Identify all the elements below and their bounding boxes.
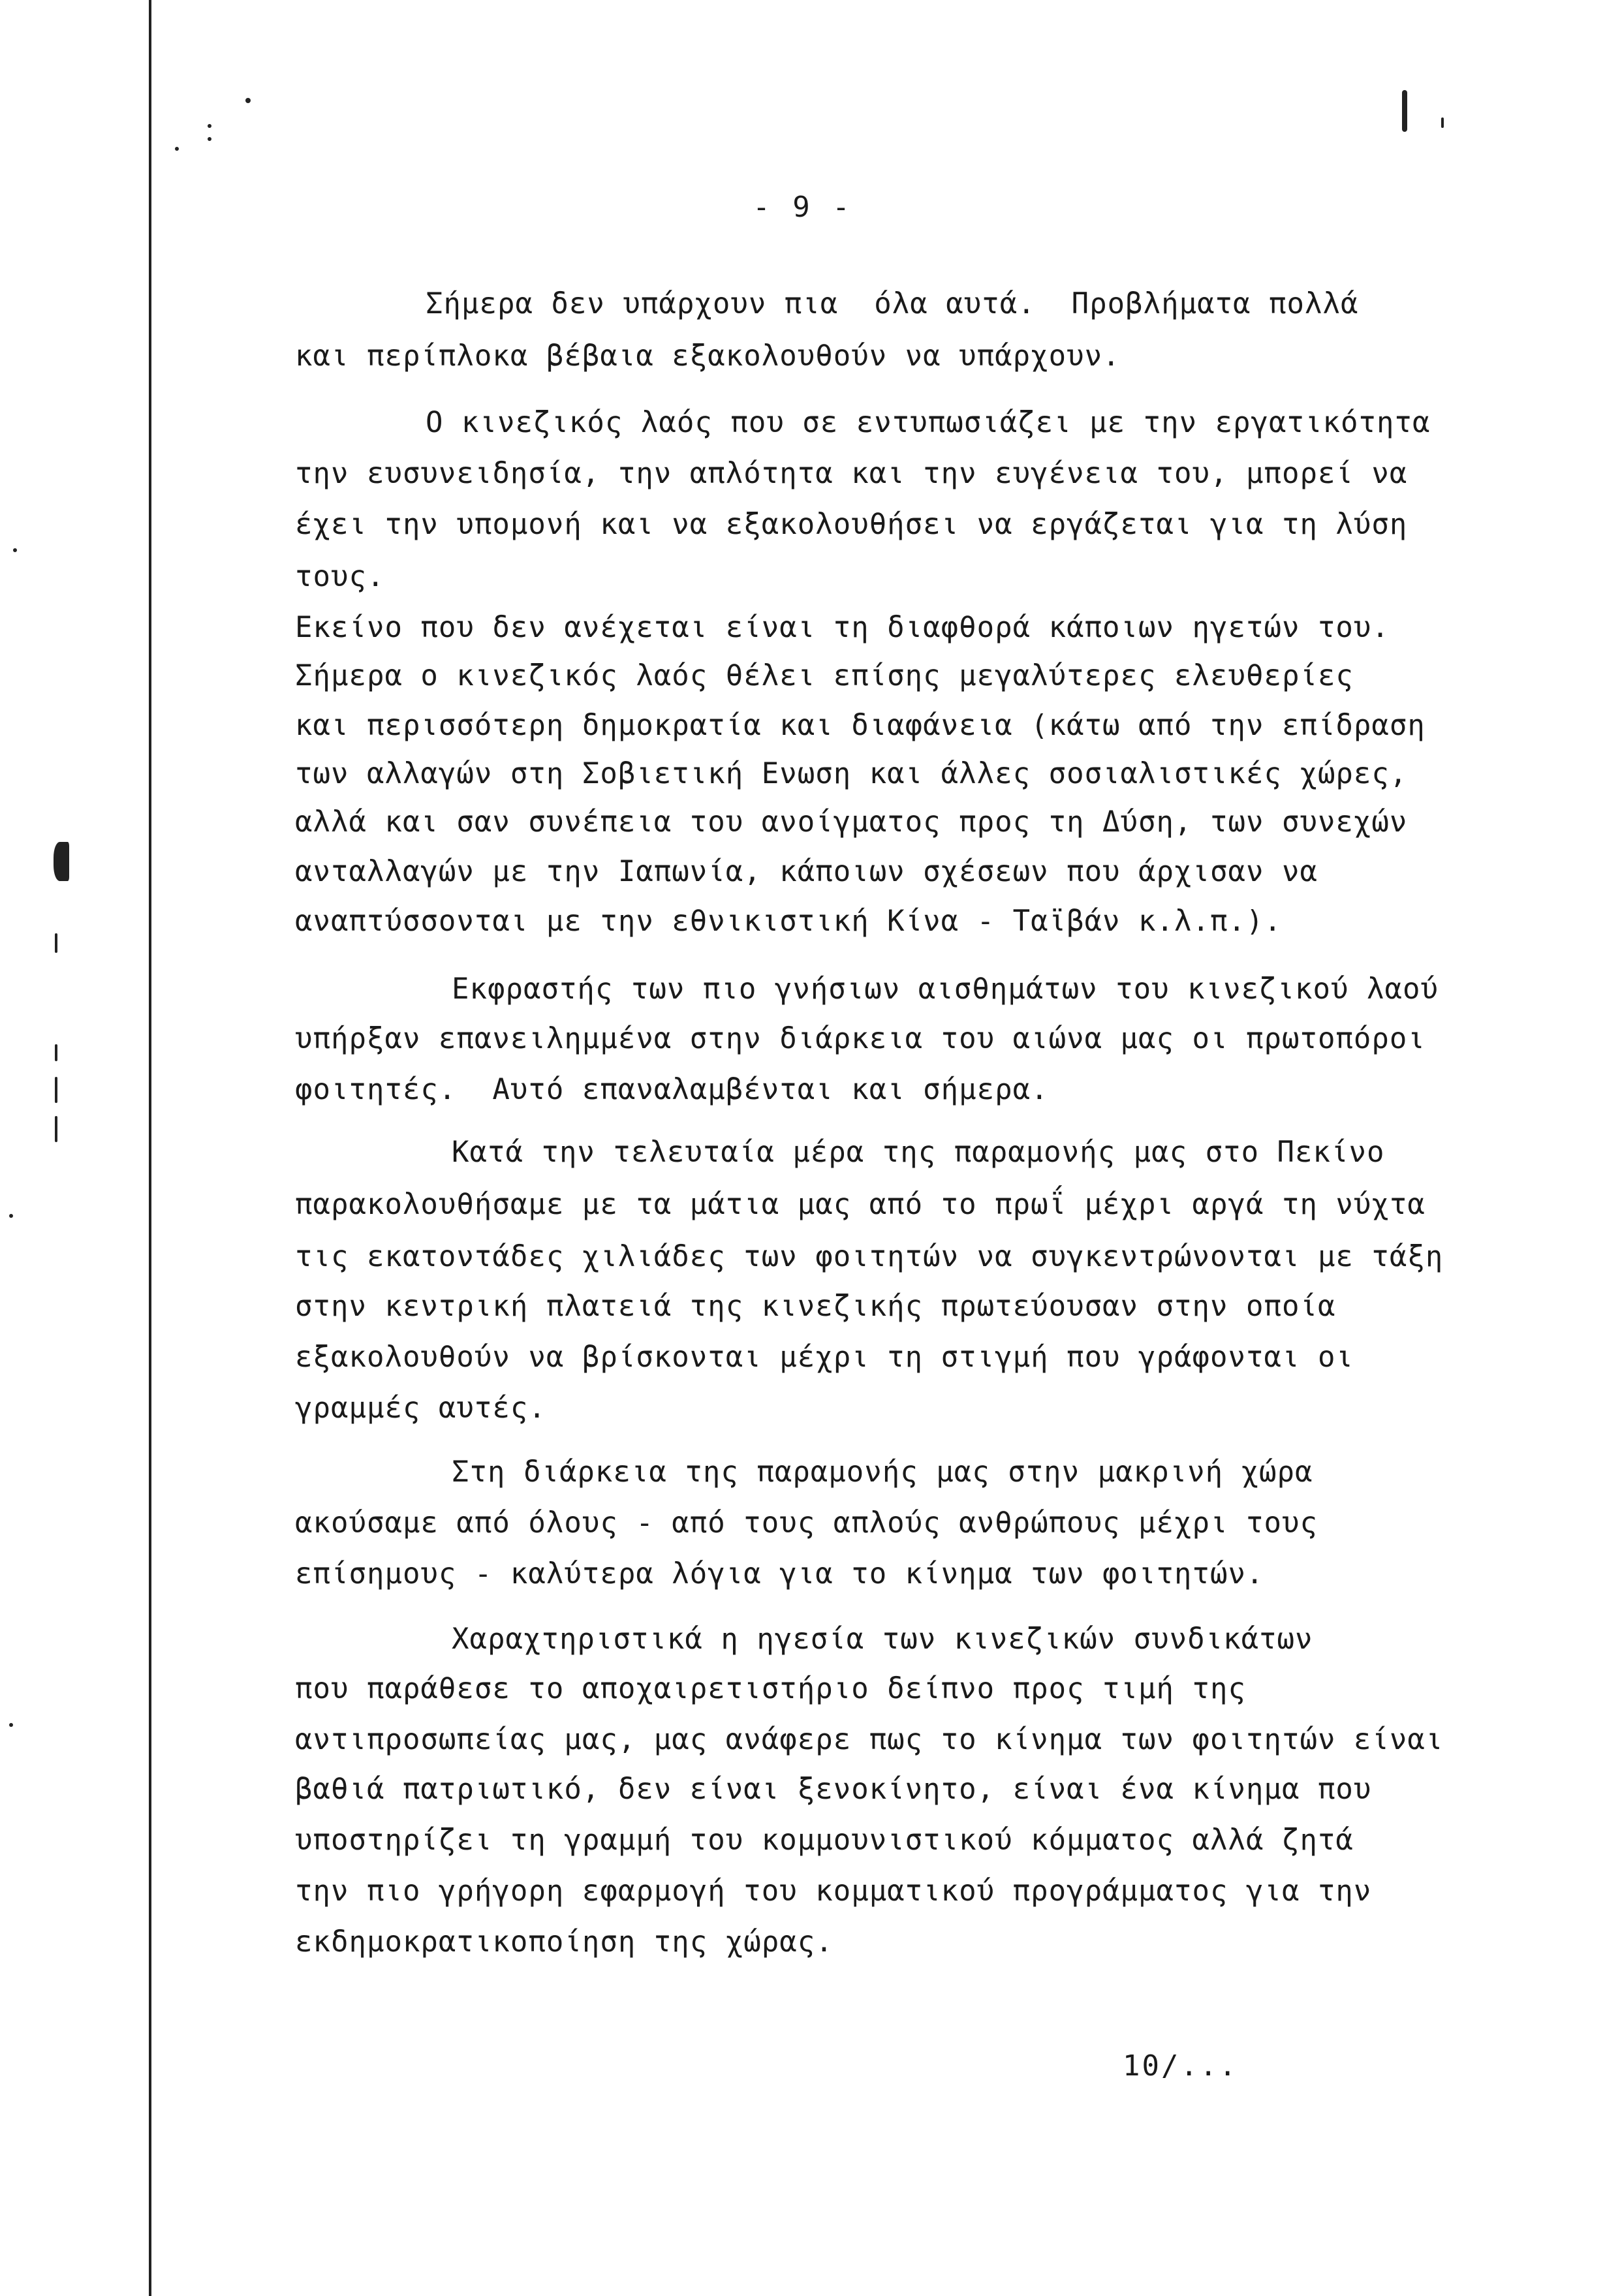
text-line: γραμμές αυτές. bbox=[295, 1391, 546, 1425]
text-line: τους. bbox=[295, 560, 385, 593]
continuation-marker: 10/... bbox=[1123, 2049, 1238, 2083]
text-line: εξακολουθούν να βρίσκονται μέχρι τη στιγμή που γράφονται οι bbox=[295, 1341, 1354, 1374]
text-line: Ο κινεζικός λαός που σε εντυπωσιάζει με την εργατικότητα bbox=[426, 406, 1431, 439]
binder-hole-mark bbox=[54, 842, 69, 881]
text-line: εκδημοκρατικοποίηση της χώρας. bbox=[295, 1925, 834, 1959]
text-line: Εκφραστής των πιο γνήσιων αισθημάτων του κινεζικού λαού bbox=[452, 972, 1439, 1006]
text-line: Κατά την τελευταία μέρα της παραμονής μας στο Πεκίνο bbox=[452, 1136, 1385, 1169]
scan-speck bbox=[9, 1214, 13, 1218]
text-line: έχει την υπομονή και να εξακολουθήσει να εργάζεται για τη λύση bbox=[295, 508, 1408, 541]
scan-speck bbox=[1441, 117, 1444, 128]
text-line: Σήμερα δεν υπάρχουν πια όλα αυτά. Προβλήματα πολλά bbox=[426, 287, 1359, 320]
scan-speck bbox=[55, 933, 57, 953]
scan-speck bbox=[1402, 90, 1407, 132]
text-line: και περίπλοκα βέβαια εξακολουθούν να υπάρχουν. bbox=[295, 339, 1121, 373]
text-line: ακούσαμε από όλους - από τους απλούς ανθρώπους μέχρι τους bbox=[295, 1506, 1318, 1540]
text-line: βαθιά πατριωτικό, δεν είναι ξενοκίνητο, είναι ένα κίνημα που bbox=[295, 1773, 1372, 1806]
scan-speck bbox=[13, 548, 17, 552]
text-line: αλλά και σαν συνέπεια του ανοίγματος προς τη Δύση, των συνεχών bbox=[295, 805, 1408, 839]
text-line: στην κεντρική πλατειά της κινεζικής πρωτεύουσαν στην οποία bbox=[295, 1290, 1336, 1323]
text-line: Σήμερα ο κινεζικός λαός θέλει επίσης μεγαλύτερες ελευθερίες bbox=[295, 659, 1354, 692]
text-line: αντιπροσωπείας μας, μας ανάφερε πως το κίνημα των φοιτητών είναι bbox=[295, 1723, 1444, 1756]
text-line: την ευσυνειδησία, την απλότητα και την ευγένεια του, μπορεί να bbox=[295, 457, 1408, 490]
text-line: Εκείνο που δεν ανέχεται είναι τη διαφθορά κάποιων ηγετών του. bbox=[295, 611, 1390, 644]
text-line: αναπτύσσονται με την εθνικιστική Κίνα - Ταϊβάν κ.λ.π.). bbox=[295, 905, 1282, 938]
scan-speck bbox=[245, 98, 251, 103]
text-line: υπήρξαν επανειλημμένα στην διάρκεια του αιώνα μας οι πρωτοπόροι bbox=[295, 1022, 1426, 1055]
text-line: Στη διάρκεια της παραμονής μας στην μακρινή χώρα bbox=[452, 1455, 1313, 1489]
scan-speck bbox=[55, 1116, 57, 1142]
scan-speck bbox=[55, 1077, 57, 1103]
text-line: επίσημους - καλύτερα λόγια για το κίνημα των φοιτητών. bbox=[295, 1557, 1264, 1590]
text-line: Χαραχτηριστικά η ηγεσία των κινεζικών συνδικάτων bbox=[452, 1622, 1313, 1656]
text-line: την πιο γρήγορη εφαρμογή του κομματικού προγράμματος για την bbox=[295, 1874, 1372, 1908]
binding-margin-line bbox=[149, 0, 151, 2296]
scan-speck bbox=[175, 147, 179, 151]
page-number: - 9 - bbox=[753, 191, 852, 224]
text-line: φοιτητές. Αυτό επαναλαμβένται και σήμερα. bbox=[295, 1073, 1049, 1106]
scan-speck bbox=[55, 1044, 57, 1061]
text-line: τις εκατοντάδες χιλιάδες των φοιτητών να συγκεντρώνονται με τάξη bbox=[295, 1240, 1444, 1273]
text-line: και περισσότερη δημοκρατία και διαφάνεια (κάτω από την επίδραση bbox=[295, 709, 1426, 742]
scan-speck bbox=[9, 1723, 13, 1727]
text-line: που παράθεσε το αποχαιρετιστήριο δείπνο προς τιμή της bbox=[295, 1672, 1246, 1705]
scan-speck bbox=[208, 124, 211, 128]
text-line: των αλλαγών στη Σοβιετική Ενωση και άλλες σοσιαλιστικές χώρες, bbox=[295, 757, 1408, 790]
text-line: υποστηρίζει τη γραμμή του κομμουνιστικού κόμματος αλλά ζητά bbox=[295, 1823, 1354, 1857]
text-line: παρακολουθήσαμε με τα μάτια μας από το πρωΐ μέχρι αργά τη νύχτα bbox=[295, 1188, 1426, 1221]
scan-speck bbox=[208, 137, 211, 141]
text-line: ανταλλαγών με την Ιαπωνία, κάποιων σχέσεων που άρχισαν να bbox=[295, 855, 1318, 888]
